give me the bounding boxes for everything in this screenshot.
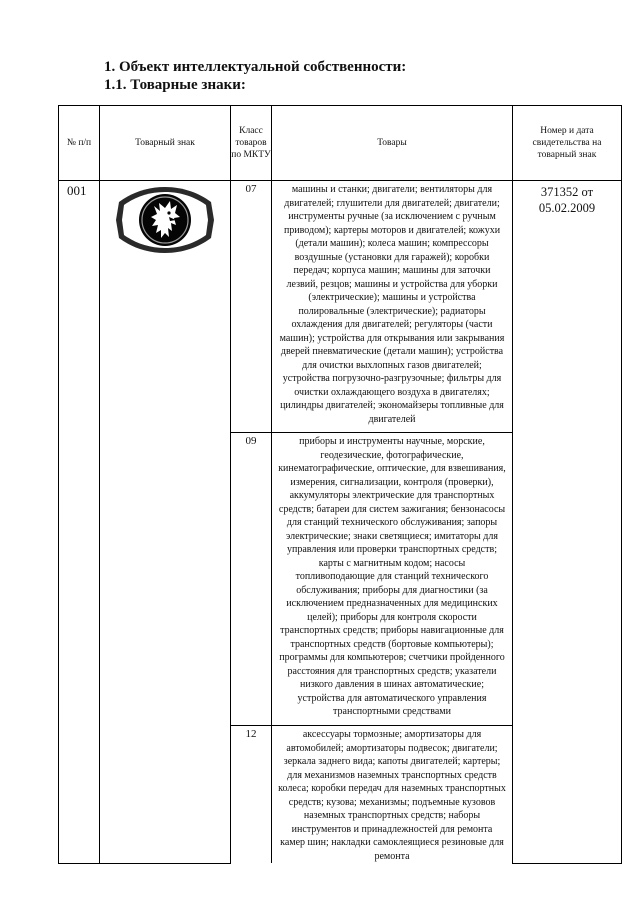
section-heading: 1. Объект интеллектуальной собственности:: [104, 59, 407, 75]
class-code: 12: [231, 726, 272, 864]
goods-description: аксессуары тормозные; амортизаторы для автомобилей; амортизаторы подвесок; двигатели; зеркала заднего вида; капоты двигателей; картеры; для механизмов наземных транспортных средств колеса; коробки передач для наземных транспортных средств; кузова; механизмы; подъемные кузовов наземных транспортных средств; наборы инструментов и принадлежностей для ремонта камер шин; накладки самоклеящиеся резиновые для ремонта: [272, 726, 513, 864]
certificate-number-date: 371352 от 05.02.2009: [513, 181, 622, 864]
table-header-row: [59, 106, 622, 181]
header-class: Класс товаров по МКТУ: [231, 106, 272, 181]
trademark-table: [58, 105, 622, 864]
subsection-heading: 1.1. Товарные знаки:: [104, 77, 246, 93]
goods-description: машины и станки; двигатели; вентиляторы для двигателей; глушители для двигателей; двигатели; инструменты ручные (за исключением с ручным приводом); картеры моторов и двигателей; кожухи (детали машин); колеса машин; компрессоры воздушные (установки для гаражей); коробки передач; корпуса машин; машины для заточки лезвий, резцов; машины и устройства для уборки (электрические); машины и устройства полировальные (электрические); радиаторы охлаждения для двигателей; регуляторы (части машин); устройства для открывания или закрывания дверей пневматические (детали машин); устройства для очистки выхлопных газов двигателей; устройства погрузочно-разгрузочные; фильтры для очистки охлаждающего воздуха в двигателях; цилиндры двигателей; экономайзеры топливные для двигателей: [272, 181, 513, 433]
header-trademark: Товарный знак: [100, 106, 231, 181]
class-code: 07: [231, 181, 272, 433]
header-certificate: Номер и дата свидетельства на товарный знак: [513, 106, 622, 181]
header-goods: Товары: [272, 106, 513, 181]
goods-description: приборы и инструменты научные, морские, геодезические, фотографические, кинематографические, оптические, для взвешивания, измерения, сигнализации, контроля (проверки), аккумуляторы электрические для транспортных средств; батареи для систем зажигания; бензонасосы для станций технического обслуживания; запоры электрические; знаки светящиеся; имитаторы для управления или проверки транспортных средств; карты с магнитным кодом; насосы топливоподающие для станций технического обслуживания; приборы для диагностики (за исключением предназначенных для медицинских целей); приборы для контроля скорости транспортных средств; приборы навигационные для транспортных средств (бортовые компьютеры); программы для компьютеров; счетчики пройденного расстояния для транспортных средств; указатели низкого давления в шинах автоматические; устройства для автоматического управления транспортными средствами: [272, 433, 513, 726]
table-row: [59, 181, 622, 433]
griffin-emblem-icon: [113, 184, 217, 256]
header-number: № п/п: [59, 106, 100, 181]
entry-number: 001: [59, 181, 100, 864]
trademark-cell: [100, 181, 231, 864]
class-code: 09: [231, 433, 272, 726]
